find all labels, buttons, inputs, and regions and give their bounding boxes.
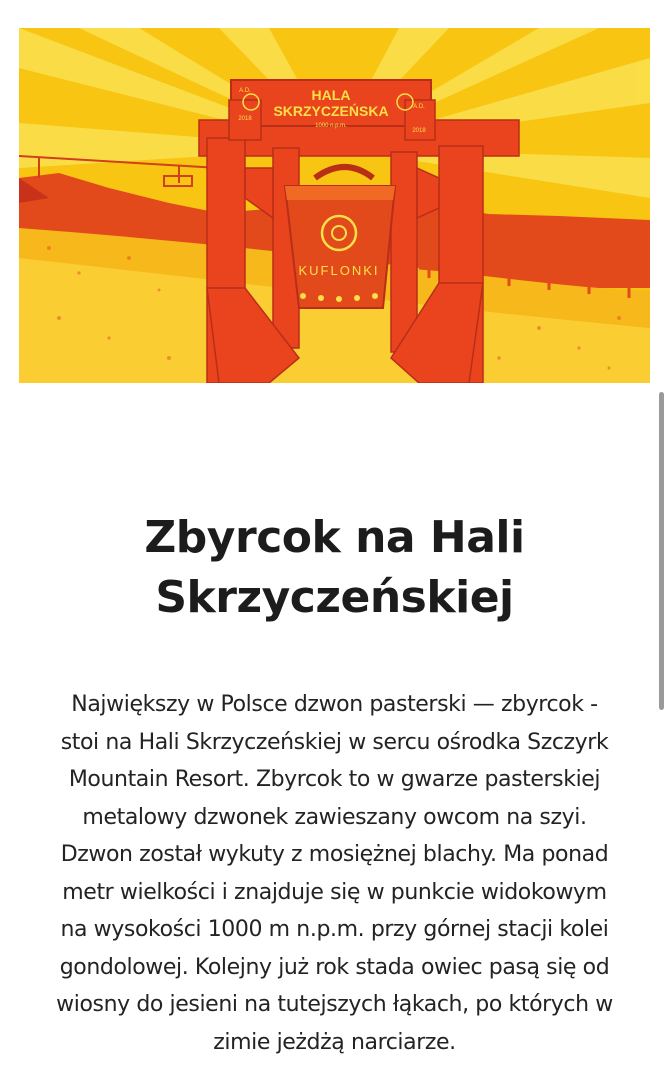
body-line: wiosny do jesieni na tutejszych łąkach, po których w: [56, 992, 613, 1017]
body-line: Największy w Polsce dzwon pasterski — zbyrcok -: [71, 692, 598, 717]
article-body: [18, 686, 651, 1061]
body-line: metalowy dzwonek zawieszany owcom na szyi.: [82, 804, 587, 830]
body-line: Dzwon został wykuty z mosiężnej blachy. Ma ponad: [60, 842, 609, 867]
sign-right-year: 2018: [412, 128, 426, 134]
title-line-2: Skrzyczeńskiej: [155, 572, 514, 623]
body-line: Mountain Resort. Zbyrcok to w gwarze pasterskiej: [68, 767, 601, 792]
sign-line1: HALA: [311, 87, 351, 103]
sign-left-year: 2018: [238, 116, 252, 122]
sign-right-top: A.D.: [413, 104, 425, 110]
body-line: gondolowej. Kolejny już rok stada owiec pasą się od: [59, 954, 610, 980]
body-line: na wysokości 1000 m n.p.m. przy górnej stacji kolei: [60, 917, 609, 942]
body-line: stoi na Hali Skrzyczeńskiej w sercu ośrodka Szczyrk: [60, 729, 609, 755]
bell-photo: [19, 28, 650, 383]
page-title: [0, 508, 669, 628]
body-line: zimie jeżdżą narciarze.: [213, 1029, 456, 1055]
sign-altitude: 1000 n.p.m.: [315, 123, 347, 129]
scrollbar[interactable]: [659, 392, 664, 710]
sign-line2: SKRZYCZEŃSKA: [273, 103, 389, 119]
bell-label: KUFLONKI: [298, 263, 380, 278]
sign-left-top: A.D.: [239, 88, 251, 94]
title-line-1: Zbyrcok na Hali: [144, 512, 525, 563]
body-line: metr wielkości i znajduje się w punkcie widokowym: [62, 879, 607, 905]
